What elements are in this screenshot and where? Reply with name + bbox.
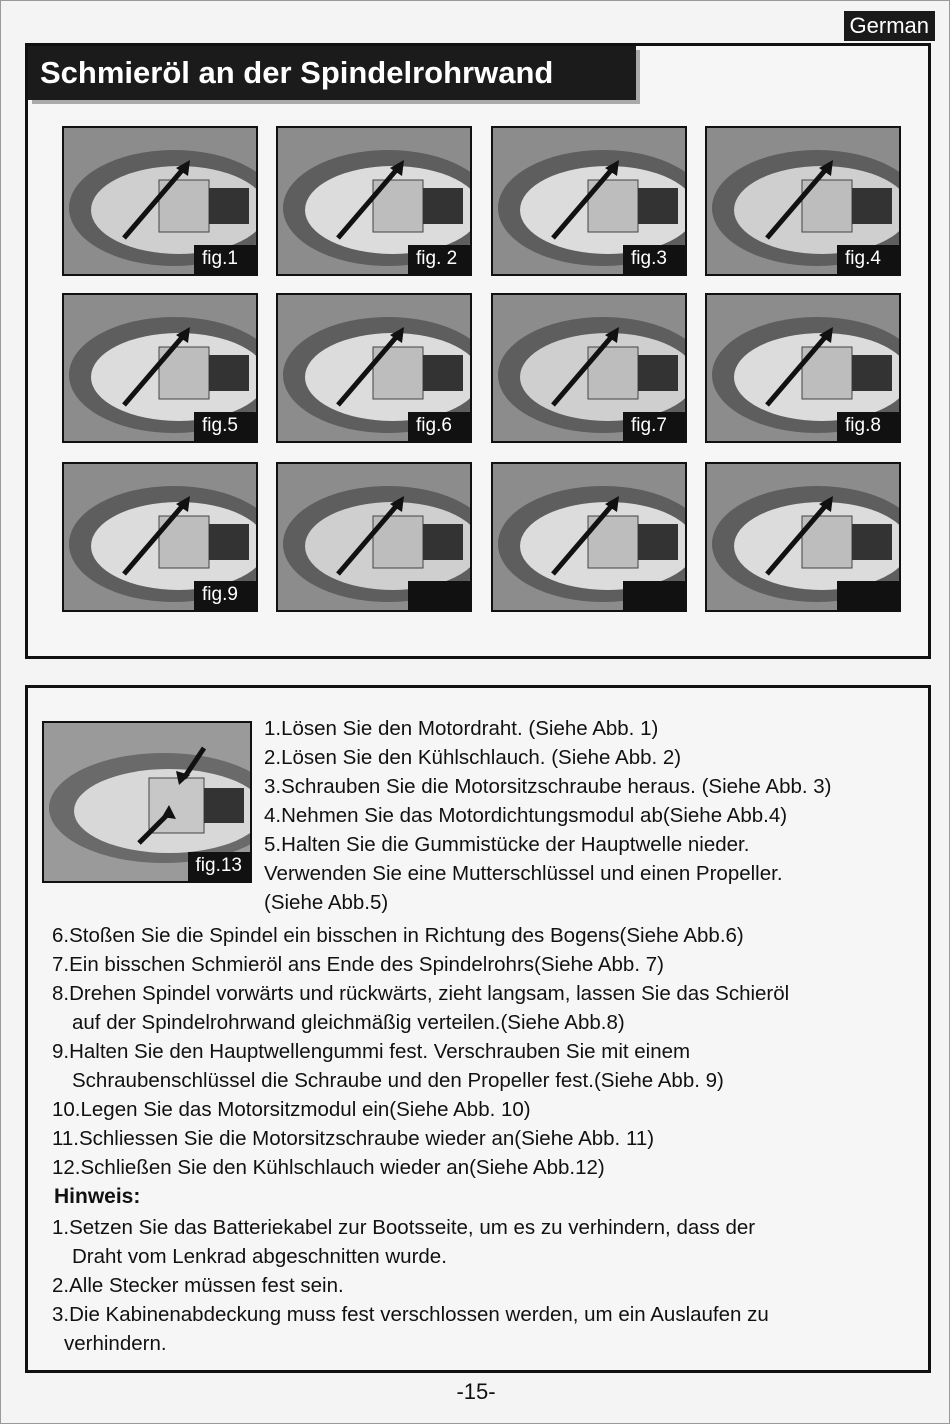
figure-label: fig.9 [194,581,256,610]
instruction-line: 7.Ein bisschen Schmieröl ans Ende des Spindelrohrs(Siehe Abb. 7) [52,953,664,976]
figure-photo-10 [276,462,472,612]
instruction-line: Draht vom Lenkrad abgeschnitten wurde. [72,1245,447,1268]
figure-photo-9 [62,462,258,612]
figure-photo-11 [491,462,687,612]
instruction-line: 9.Halten Sie den Hauptwellengummi fest. Verschrauben Sie mit einem [52,1040,691,1063]
figure-label: fig.6 [408,412,470,441]
instruction-line: verhindern. [64,1332,167,1355]
instruction-line: 10.Legen Sie das Motorsitzmodul ein(Siehe Abb. 10) [52,1098,531,1121]
page-number: -15- [456,1379,496,1404]
instruction-line: 6.Stoßen Sie die Spindel ein bisschen in Richtung des Bogens(Siehe Abb.6) [52,924,744,947]
figure-label: fig.5 [194,412,256,441]
instruction-line: auf der Spindelrohrwand gleichmäßig verteilen.(Siehe Abb.8) [72,1011,625,1034]
figure-photo-7 [491,293,687,443]
figure-label: fig.7 [623,412,685,441]
figure-section [25,43,931,659]
figure-photo-2 [276,126,472,276]
figure-photo-12 [705,462,901,612]
instruction-line: Schraubenschlüssel die Schraube und den Propeller fest.(Siehe Abb. 9) [72,1069,724,1092]
figure-label [837,581,899,610]
instruction-line: 1.Lösen Sie den Motordraht. (Siehe Abb. 1) [264,717,659,740]
figure-photo-8 [705,293,901,443]
figure-photo-6 [276,293,472,443]
figure-label: fig. 2 [408,245,470,274]
instruction-line: 3.Schrauben Sie die Motorsitzschraube heraus. (Siehe Abb. 3) [264,775,832,798]
instruction-line: 12.Schließen Sie den Kühlschlauch wieder an(Siehe Abb.12) [52,1156,605,1179]
figure-label: fig.3 [623,245,685,274]
instructions-section [25,685,931,1373]
section-title: Schmieröl an der Spindelrohrwand [28,46,636,100]
instruction-line: Verwenden Sie eine Mutterschlüssel und einen Propeller. [264,862,783,885]
fig-13-photo [42,721,252,883]
instruction-line: 11.Schliessen Sie die Motorsitzschraube wieder an(Siehe Abb. 11) [52,1127,655,1150]
instruction-line: 8.Drehen Spindel vorwärts und rückwärts, zieht langsam, lassen Sie das Schieröl [52,982,790,1005]
figure-label [408,581,470,610]
figure-label: fig.8 [837,412,899,441]
figure-photo-4 [705,126,901,276]
figure-label: fig.4 [837,245,899,274]
instruction-line: 3.Die Kabinenabdeckung muss fest verschlossen werden, um ein Auslaufen zu [52,1303,769,1326]
instruction-line: 2.Alle Stecker müssen fest sein. [52,1274,344,1297]
instruction-line: (Siehe Abb.5) [264,891,389,914]
fig-13-label: fig.13 [188,852,250,881]
instruction-line: 2.Lösen Sie den Kühlschlauch. (Siehe Abb. 2) [264,746,682,769]
figure-photo-3 [491,126,687,276]
hinweis-title: Hinweis: [54,1185,141,1208]
figure-photo-1 [62,126,258,276]
instruction-line: 4.Nehmen Sie das Motordichtungsmodul ab(Siehe Abb.4) [264,804,788,827]
instruction-line: 1.Setzen Sie das Batteriekabel zur Bootsseite, um es zu verhindern, dass der [52,1216,756,1239]
instruction-line: 5.Halten Sie die Gummistücke der Hauptwelle nieder. [264,833,750,856]
figure-photo-5 [62,293,258,443]
figure-label: fig.1 [194,245,256,274]
figure-label [623,581,685,610]
language-tag: German [844,11,935,41]
